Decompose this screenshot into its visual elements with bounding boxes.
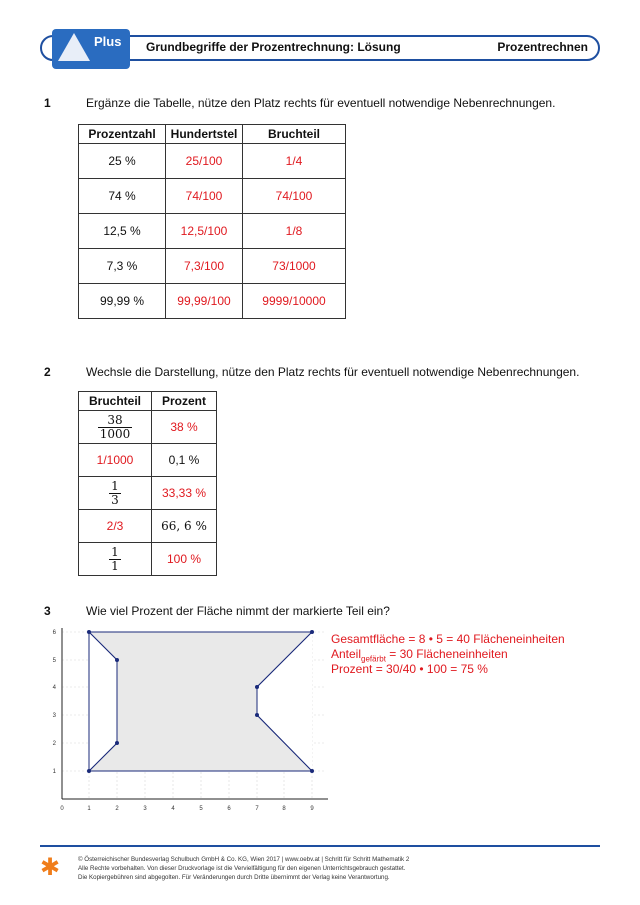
q1-cell-answer: 1/4 bbox=[243, 144, 346, 179]
q1-cell: 12,5 % bbox=[79, 214, 166, 249]
q2-fraction-cell bbox=[79, 411, 152, 444]
table-row bbox=[79, 510, 217, 543]
q2-fraction-cell bbox=[79, 543, 152, 576]
table-row bbox=[79, 477, 217, 510]
q1-cell-answer: 99,99/100 bbox=[166, 284, 243, 319]
x-tick-label: 0 bbox=[60, 806, 64, 812]
q1-table bbox=[78, 124, 346, 319]
numerator: 1 bbox=[111, 544, 119, 559]
q3-text: Wie viel Prozent der Fläche nimmt der markierte Teil ein? bbox=[86, 604, 390, 618]
y-tick-label: 1 bbox=[52, 769, 56, 775]
q1-header: Bruchteil bbox=[243, 125, 346, 144]
y-tick-label: 2 bbox=[52, 741, 56, 747]
q3-answer-line2-b: = 30 Flächeneinheiten bbox=[385, 647, 508, 661]
x-tick-label: 6 bbox=[227, 806, 231, 812]
q3-answer-line2-sub: gefärbt bbox=[361, 654, 386, 664]
denominator: 3 bbox=[111, 492, 119, 507]
q1-cell: 7,3 % bbox=[79, 249, 166, 284]
q2-header: Bruchteil bbox=[79, 392, 152, 411]
q3-number: 3 bbox=[44, 604, 51, 618]
q3-answer-line3: Prozent = 30/40 • 100 = 75 % bbox=[331, 662, 488, 676]
table-row bbox=[79, 411, 217, 444]
y-tick-label: 4 bbox=[52, 685, 56, 691]
x-tick-label: 5 bbox=[199, 806, 203, 812]
q2-cell-answer: 33,33 % bbox=[152, 477, 217, 510]
table-row bbox=[79, 249, 346, 284]
q1-cell-answer: 74/100 bbox=[166, 179, 243, 214]
q1-number: 1 bbox=[44, 96, 51, 110]
table-row bbox=[79, 214, 346, 249]
fraction bbox=[109, 480, 121, 507]
footer-divider bbox=[40, 845, 600, 847]
denominator: 1000 bbox=[99, 426, 131, 441]
q3-answer-line2 bbox=[331, 647, 508, 663]
q1-cell: 74 % bbox=[79, 179, 166, 214]
footer-line: Die Kopiergebühren sind abgegolten. Für Veränderungen durch Dritte übernimmt der Verlag keine Verantwortung. bbox=[78, 874, 390, 881]
subject-label: Prozentrechnen bbox=[497, 40, 588, 54]
q1-header: Prozentzahl bbox=[79, 125, 166, 144]
q1-cell-answer: 7,3/100 bbox=[166, 249, 243, 284]
q1-header: Hundertstel bbox=[166, 125, 243, 144]
q2-cell-answer: 100 % bbox=[152, 543, 217, 576]
logo-triangle-icon bbox=[58, 33, 90, 61]
x-tick-label: 1 bbox=[87, 806, 91, 812]
q1-cell: 99,99 % bbox=[79, 284, 166, 319]
footer-line: © Österreichischer Bundesverlag Schulbuch GmbH & Co. KG, Wien 2017 | www.oebv.at | Schritt für Schritt Mathematik 2 bbox=[78, 856, 410, 863]
fraction bbox=[98, 414, 133, 441]
q1-cell-answer: 73/1000 bbox=[243, 249, 346, 284]
table-row bbox=[79, 284, 346, 319]
table-row bbox=[79, 144, 346, 179]
q1-cell-answer: 25/100 bbox=[166, 144, 243, 179]
asterisk-logo-icon: ✱ bbox=[40, 854, 61, 881]
x-tick-label: 7 bbox=[255, 806, 259, 812]
q2-cell: 0,1 % bbox=[152, 444, 217, 477]
numerator: 1 bbox=[111, 478, 119, 493]
logo-text: Plus bbox=[94, 34, 122, 49]
denominator: 1 bbox=[111, 558, 119, 573]
fraction bbox=[109, 546, 121, 573]
x-tick-label: 9 bbox=[310, 806, 314, 812]
q2-cell: 66, 6̇ % bbox=[152, 510, 217, 543]
q3-answer-line1: Gesamtfläche = 8 • 5 = 40 Flächeneinheiten bbox=[331, 632, 565, 646]
q2-cell-answer: 38 % bbox=[152, 411, 217, 444]
q2-cell-answer: 2/3 bbox=[79, 510, 152, 543]
footer-text bbox=[78, 855, 598, 882]
y-tick-label: 3 bbox=[52, 713, 56, 719]
table-row bbox=[79, 543, 217, 576]
q1-cell: 25 % bbox=[79, 144, 166, 179]
grid-figure bbox=[40, 620, 330, 815]
q1-cell-answer: 1/8 bbox=[243, 214, 346, 249]
numerator: 38 bbox=[98, 414, 133, 428]
x-tick-label: 2 bbox=[115, 806, 119, 812]
q1-cell-answer: 9999/10000 bbox=[243, 284, 346, 319]
q2-number: 2 bbox=[44, 365, 51, 379]
q2-cell-answer: 1/1000 bbox=[79, 444, 152, 477]
x-tick-label: 8 bbox=[282, 806, 286, 812]
table-row bbox=[79, 179, 346, 214]
q2-fraction-cell bbox=[79, 477, 152, 510]
q1-cell-answer: 74/100 bbox=[243, 179, 346, 214]
x-tick-label: 4 bbox=[171, 806, 175, 812]
q1-text: Ergänze die Tabelle, nütze den Platz rechts für eventuell notwendige Nebenrechnungen. bbox=[86, 96, 556, 110]
q3-answer-line2-a: Anteil bbox=[331, 647, 362, 661]
q1-cell-answer: 12,5/100 bbox=[166, 214, 243, 249]
table-row bbox=[79, 444, 217, 477]
page-title: Grundbegriffe der Prozentrechnung: Lösung bbox=[146, 40, 401, 54]
q2-header: Prozent bbox=[152, 392, 217, 411]
y-tick-label: 5 bbox=[52, 658, 56, 664]
x-tick-label: 3 bbox=[143, 806, 147, 812]
y-tick-label: 6 bbox=[52, 630, 56, 636]
footer-line: Alle Rechte vorbehalten. Von dieser Druckvorlage ist die Vervielfältigung für den eigenen Unterrichtsgebrauch gestattet. bbox=[78, 865, 406, 872]
q2-table bbox=[78, 391, 217, 576]
q2-text: Wechsle die Darstellung, nütze den Platz rechts für eventuell notwendige Nebenrechnungen. bbox=[86, 365, 580, 379]
